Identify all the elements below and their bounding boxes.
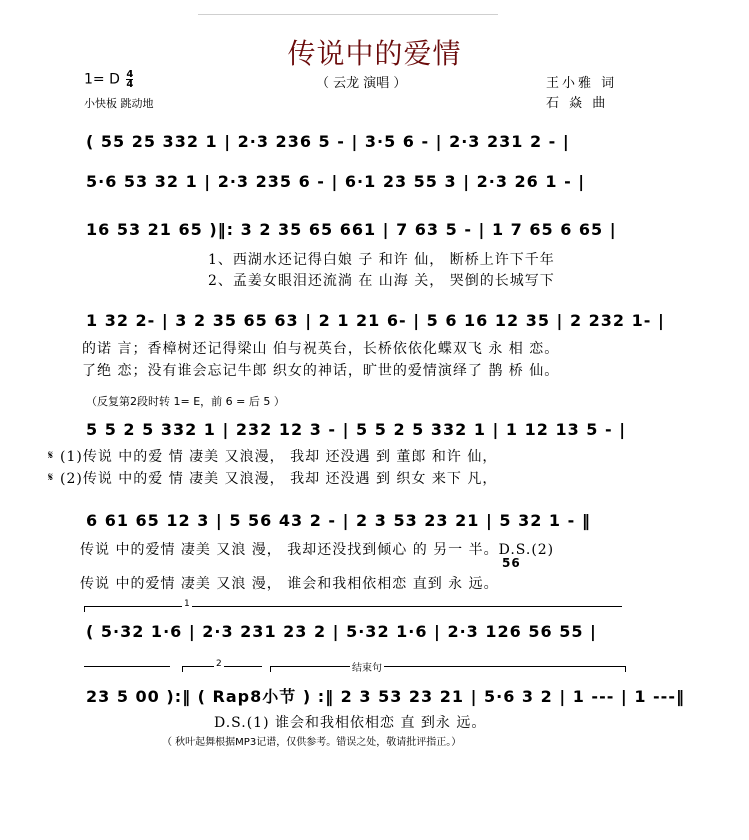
volta-2-tick: [182, 666, 183, 672]
volta-1b-bracket: [84, 666, 170, 667]
volta-1-bracket: [84, 606, 622, 607]
lyrics-verse2-b: 了绝 恋；没有谁会忘记牛郎 织女的神话，旷世的爱情演绎了 鹊 桥 仙。: [82, 363, 560, 379]
stave-2: 5·6 53 32 1 | 2·3 235 6 - | 6·1 23 55 3 | 2·3 26 1 - |: [86, 172, 586, 191]
stave-5: 5 5 2 5 332 1 | 232 12 3 - | 5 5 2 5 332 1 | 1 12 13 5 - |: [86, 420, 627, 439]
ending-tick-left: [270, 666, 271, 672]
singer-credit: （ 云龙 演唱 ）: [316, 76, 407, 91]
key-signature: [84, 70, 133, 89]
ending-label: 结束句: [350, 659, 384, 674]
lyrics-verse1-a: 1、西湖水还记得白娘 子 和许 仙， 断桥上许下千年: [208, 252, 555, 268]
lyrics-chorus-d2: 传说 中的爱情 凄美 又浪 漫， 谁会和我相依相恋 直到 永 远。: [80, 576, 499, 592]
composer-credit: 石 焱 曲: [546, 96, 609, 111]
modulation-note: （反复第2段时转 1= E，前 6 = 后 5 ）: [86, 395, 285, 408]
lyrics-verse1-b: 的诺 言；香樟树还记得梁山 伯与祝英台，长桥依依化蝶双飞 永 相 恋。: [82, 341, 560, 357]
volta-1-label: 1: [184, 599, 190, 609]
stave-3: 16 53 21 65 )‖: 3 2 35 65 661 | 7 63 5 - | 1 7 65 6 65 |: [86, 220, 617, 239]
stave-1: ( 55 25 332 1 | 2·3 236 5 - | 3·5 6 - | 2·3 231 2 - |: [86, 132, 570, 151]
song-title: 传说中的爱情: [287, 37, 462, 70]
lyrics-chorus-d1: 传说 中的爱情 凄美 又浪 漫， 我却还没找到倾心 的 另一 半。D.S.(2): [80, 542, 555, 558]
footnote: （ 秋叶起舞根据MP3记谱，仅供参考。错误之处，敬请批评指正。）: [162, 737, 462, 748]
stave-7: ( 5·32 1·6 | 2·3 231 23 2 | 5·32 1·6 | 2·3 126 56 55 |: [86, 622, 597, 641]
top-border: [198, 0, 498, 15]
lyrics-chorus-1: (1)传说 中的爱 情 凄美 又浪漫， 我却 还没遇 到 董郎 和许 仙，: [60, 449, 498, 465]
tempo-marking: 小快板 跳动地: [84, 97, 154, 110]
key-label: 1= D: [84, 71, 120, 88]
time-sig-top: 4: [126, 69, 134, 80]
lyrics-chorus-2: (2)传说 中的爱 情 凄美 又浪漫， 我却 还没遇 到 织女 来下 凡，: [60, 471, 498, 487]
stave-6: 6 61 65 12 3 | 5 56 43 2 - | 2 3 53 23 21 | 5 32 1 - ‖: [86, 511, 591, 530]
segno-icon-2: 𝄋: [48, 470, 54, 484]
ending-bracket: [270, 666, 626, 667]
stave-4: 1 32 2- | 3 2 35 65 63 | 2 1 21 6- | 5 6 16 12 35 | 2 232 1- |: [86, 311, 665, 330]
stave-8: 23 5 00 ):‖ ( Rap8小节 ) :‖ 2 3 53 23 21 | 5·6 3 2 | 1 --- | 1 ---‖: [86, 687, 685, 706]
lyricist-credit: 王小雅 词: [546, 76, 618, 91]
lyrics-verse2-a: 2、孟姜女眼泪还流淌 在 山海 关， 哭倒的长城写下: [208, 273, 555, 289]
ending-tick-right: [625, 666, 626, 672]
lyrics-final: D.S.(1) 谁会和我相依相恋 直 到永 远。: [214, 715, 487, 731]
volta-1-tick: [84, 606, 85, 612]
volta-2-label: 2: [216, 659, 222, 669]
segno-icon: 𝄋: [48, 448, 54, 462]
time-sig-bottom: 4: [126, 79, 134, 90]
alt-notes: 56: [502, 556, 521, 570]
time-signature: [126, 70, 133, 89]
